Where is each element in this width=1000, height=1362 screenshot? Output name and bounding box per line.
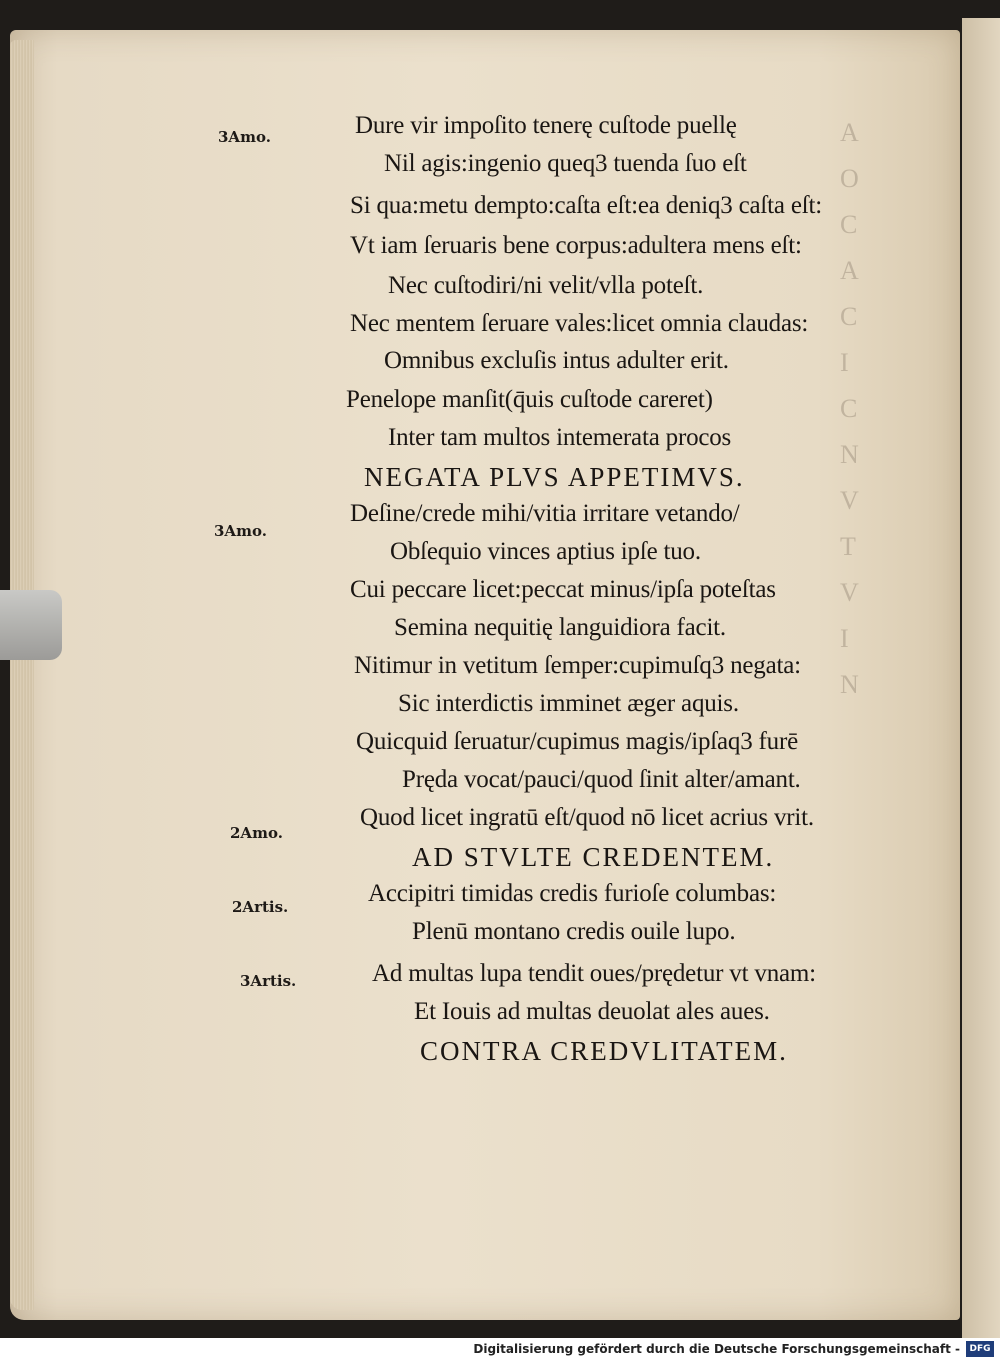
section-heading: AD STVLTE CREDENTEM. bbox=[412, 842, 775, 872]
verse-line: Quicquid ſeruatur/cupimus magis/ipſaq3 furē bbox=[356, 728, 798, 755]
bookmark-tab bbox=[0, 590, 62, 660]
page-stack-edge bbox=[10, 40, 34, 1310]
funding-credit: Digitalisierung gefördert durch die Deutsche Forschungsgemeinschaft - bbox=[473, 1342, 960, 1356]
verse-line: Inter tam multos intemerata procos bbox=[388, 424, 732, 451]
verse-line: Nil agis:ingenio queq3 tuenda ſuo eſt bbox=[384, 150, 747, 177]
verse-line: Nec mentem ſeruare vales:licet omnia claudas: bbox=[350, 310, 809, 337]
verse-line: Semina nequitię languidiora facit. bbox=[394, 614, 726, 641]
verse-line: Vt iam ſeruaris bene corpus:adultera mens eſt: bbox=[350, 232, 802, 259]
facing-page-edge bbox=[962, 18, 1000, 1338]
marginal-reference: 3Artis. bbox=[240, 972, 297, 990]
verse-line: Cui peccare licet:peccat minus/ipſa poteſtas bbox=[350, 576, 776, 603]
marginal-reference: 3Amo. bbox=[214, 522, 267, 540]
digitization-footer bbox=[0, 1338, 1000, 1362]
verse-line: Obſequio vinces aptius ipſe tuo. bbox=[390, 538, 701, 565]
dfg-logo: DFG bbox=[966, 1341, 994, 1357]
verse-line: Ad multas lupa tendit oues/prędetur vt vnam: bbox=[372, 960, 816, 987]
verse-line: Nitimur in vetitum ſemper:cupimuſq3 negata: bbox=[354, 652, 801, 679]
verse-line: Nec cuſtodiri/ni velit/vlla poteſt. bbox=[388, 272, 704, 299]
section-heading: CONTRA CREDVLITATEM. bbox=[420, 1036, 788, 1066]
verse-line: Dure vir impoſito tenerę cuſtode puellę bbox=[355, 112, 737, 139]
verse-line: Pręda vocat/pauci/quod ſinit alter/amant. bbox=[402, 766, 801, 793]
verse-line: Omnibus excluſis intus adulter erit. bbox=[384, 347, 729, 374]
verse-line: Quod licet ingratū eſt/quod nō licet acrius vrit. bbox=[360, 804, 814, 831]
show-through-text: A O C A C I C N V T V I N bbox=[840, 118, 859, 699]
verse-line: Et Iouis ad multas deuolat ales aues. bbox=[414, 998, 770, 1025]
marginal-reference: 2Artis. bbox=[232, 898, 289, 916]
verse-line: Deſine/crede mihi/vitia irritare vetando/ bbox=[350, 500, 740, 527]
verse-line: Sic interdictis imminet æger aquis. bbox=[398, 690, 739, 717]
verse-line: Si qua:metu dempto:caſta eſt:ea deniq3 caſta eſt: bbox=[350, 192, 822, 219]
section-heading: NEGATA PLVS APPETIMVS. bbox=[364, 462, 745, 492]
verse-line: Penelope manſit(q̄uis cuſtode careret) bbox=[346, 386, 713, 413]
verse-line: Accipitri timidas credis furioſe columbas: bbox=[368, 880, 777, 907]
verse-line: Plenū montano credis ouile lupo. bbox=[412, 918, 736, 945]
marginal-reference: 3Amo. bbox=[218, 128, 271, 146]
marginal-reference: 2Amo. bbox=[230, 824, 283, 842]
